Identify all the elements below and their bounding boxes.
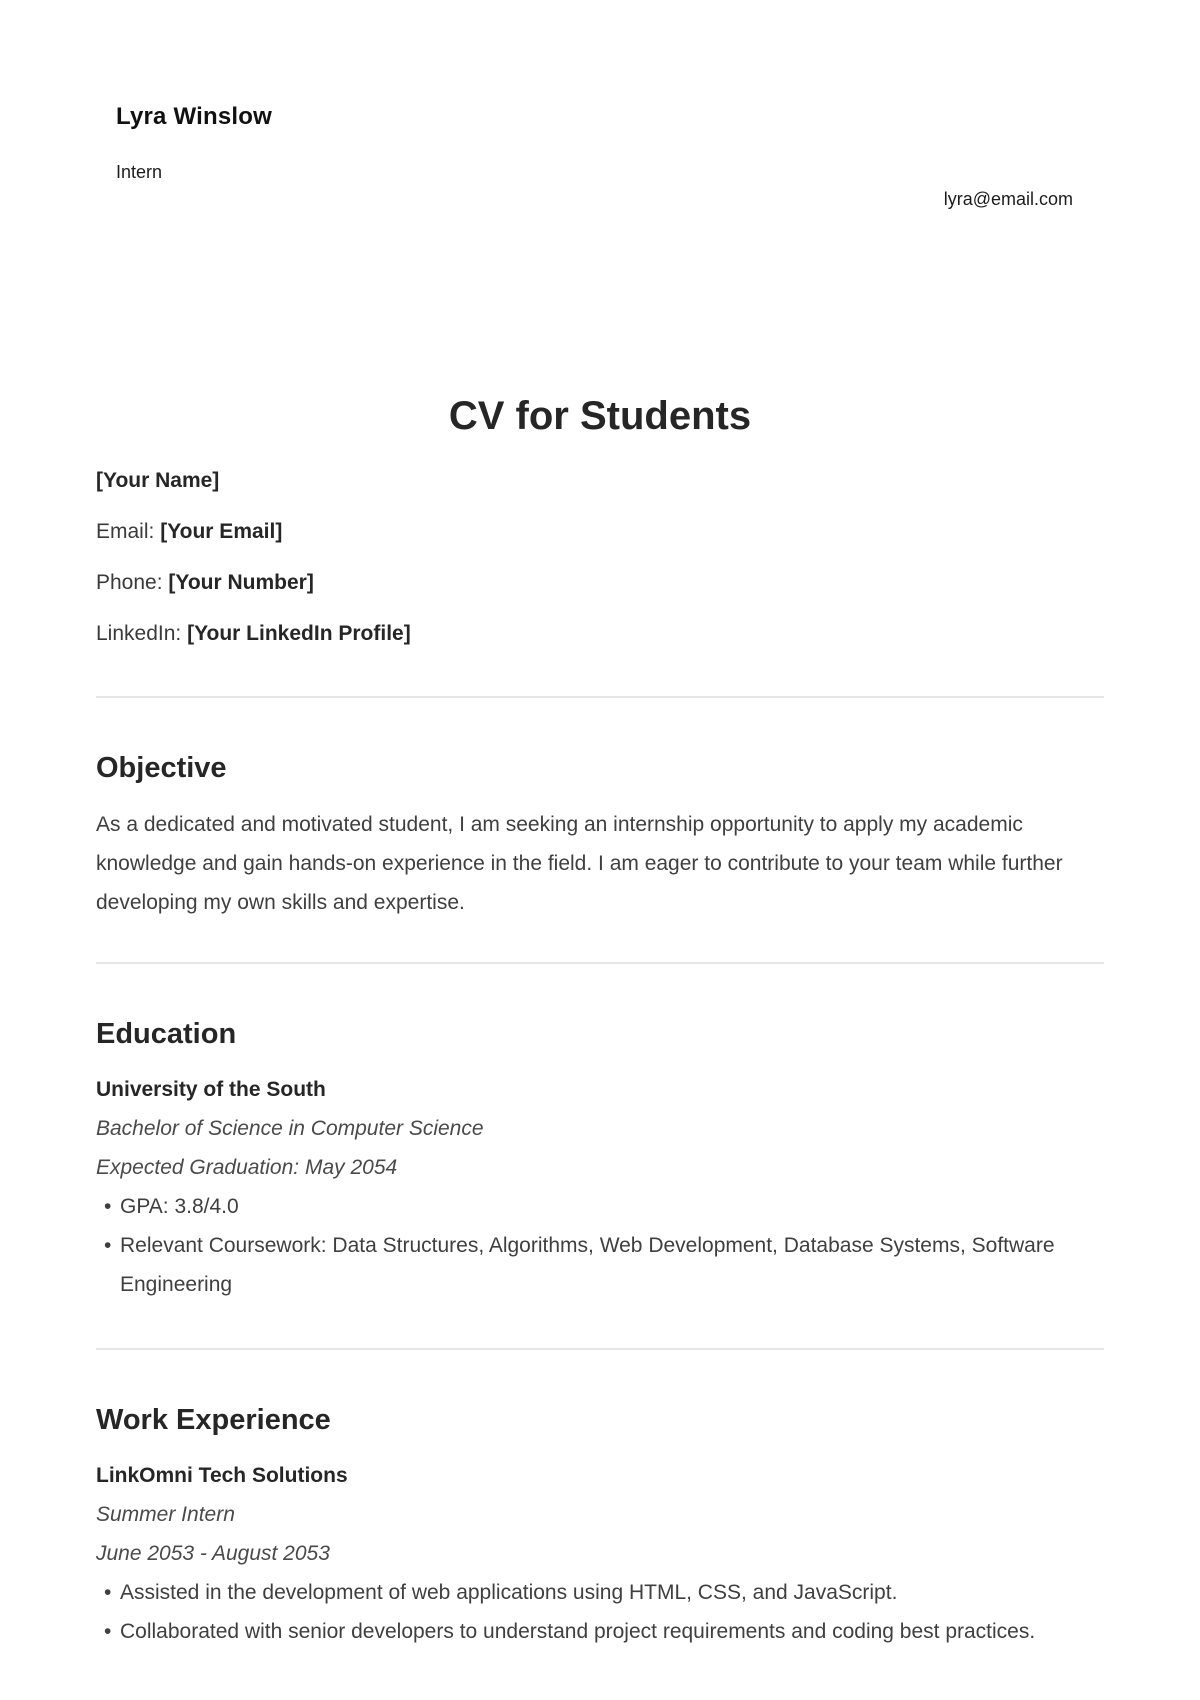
list-item: • GPA: 3.8/4.0 [96,1187,1104,1226]
work-section [96,1403,1104,1651]
education-graduation: Expected Graduation: May 2054 [96,1156,398,1179]
list-item: • Assisted in the development of web applications using HTML, CSS, and JavaScript. [96,1573,1104,1612]
list-item: • Collaborated with senior developers to understand project requirements and coding best practices. [96,1612,1104,1651]
education-school: University of the South [96,1078,326,1101]
contact-linkedin-value: [Your LinkedIn Profile] [187,622,411,645]
work-position: Summer Intern [96,1503,235,1526]
contact-email-label: Email: [96,520,155,543]
education-bullets [96,1187,1104,1304]
cv-main-content [96,392,1104,1651]
divider [96,1348,1104,1350]
contact-phone [96,570,1104,596]
work-company: LinkOmni Tech Solutions [96,1464,348,1487]
contact-name-value: [Your Name] [96,469,220,492]
divider [96,962,1104,964]
contact-email-value: [Your Email] [160,520,283,543]
education-degree: Bachelor of Science in Computer Science [96,1117,484,1140]
contact-phone-label: Phone: [96,571,163,594]
contact-name [96,468,1104,494]
contact-phone-value: [Your Number] [168,571,314,594]
objective-section [96,751,1104,922]
work-dates: June 2053 - August 2053 [96,1542,330,1565]
header-email: lyra@email.com [943,189,1073,209]
objective-heading: Objective [96,752,227,784]
header-name: Lyra Winslow [116,103,272,130]
objective-text: As a dedicated and motivated student, I am seeking an internship opportunity to apply my academic knowledge and gain hands-on experience in the field. I am eager to contribute to your team while further developing my own skills and expertise. [96,813,1063,914]
work-heading: Work Experience [96,1404,331,1436]
work-bullets [96,1573,1104,1651]
divider [96,696,1104,698]
document-title: CV for Students [448,394,752,438]
list-item: • Relevant Coursework: Data Structures, Algorithms, Web Development, Database Systems, Software Engineering [96,1226,1104,1304]
contact-linkedin [96,621,1104,647]
header-role: Intern [116,162,163,182]
contact-linkedin-label: LinkedIn: [96,622,182,645]
education-heading: Education [96,1018,237,1050]
education-section [96,1017,1104,1304]
contact-email [96,519,1104,545]
